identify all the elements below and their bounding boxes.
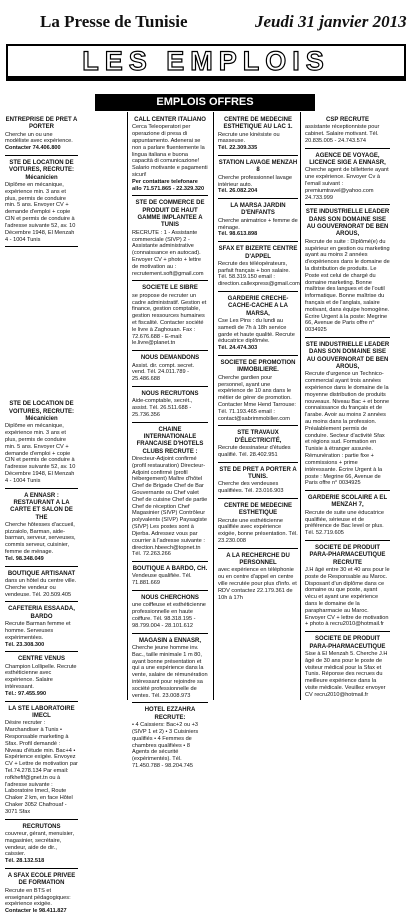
ad-title: ENTREPRISE DE PRET A PORTER <box>5 117 78 131</box>
ad-body: Diplôme en mécanique, expérience min. 3 ans et plus, permis de conduire min. 5 ans. Envoyer CV + demande d'emploi + copie CIN et permis de conduire à l'adresse suivante 52, av. 10 Décembre 1948, El Menzah 4 - 1004 Tunis <box>5 423 76 484</box>
classified-ad <box>305 207 390 338</box>
classified-ad <box>305 115 390 149</box>
ad-body: Recrute en BTS et enseignant pédagogiques: expérience exigée. <box>5 887 71 908</box>
ad-title: CAFETERIA ESSAADA, BARDO <box>8 606 75 620</box>
column-1 <box>5 115 78 915</box>
ad-title: A SFAX ECOLE PRIVEE DE FORMATION <box>7 873 76 887</box>
ad-title: BOUTIQUE A BARDO, CH. <box>132 566 208 573</box>
ad-body: RECRUTE : 1 - Assistante commerciale (SIVP) 2 - Assistante administrative (connaissance en autocad). Envoyer CV + photo + lettre de motivation au : recrutement.soft@gmail.com <box>132 229 204 277</box>
ad-body: Recrute une esthéticienne qualifiée avec expérience exigée, bonne présentation. Tél. 23.230.008 <box>218 517 298 544</box>
column-divider <box>127 112 128 700</box>
classified-ad <box>132 389 208 423</box>
ad-contact: Contacter le 98.411.827 <box>5 908 67 915</box>
ad-body: couvreur, gérant, menuisier, magasinier, secrétaire, vendeur, aide de dir., caissier. <box>5 831 75 858</box>
blank-space <box>5 249 78 399</box>
ad-title: SFAX ET BIZERTE CENTRE D'APPEL <box>218 246 298 260</box>
column-divider <box>213 112 214 700</box>
ad-contact: Tel. 98.348.049 <box>5 555 44 562</box>
ad-body: Cse Les Pins : du lundi au samedi de 7h à 18h service garde et haute qualité. Recrute éducatrice diplômée. <box>218 318 295 345</box>
ad-body: Diplôme en mécanique, expérience min. 3 ans et plus, permis de conduire min. 5 ans. Envoyer CV + demande d'emploi + copie CIN et permis de conduire à l'adresse suivante 52, av. 10 Décembre 1948, El Menzah 4 - 1004 Tunis <box>5 182 76 243</box>
column-divider <box>300 112 301 700</box>
ad-title: BOUTIQUE ARTISANAT <box>7 570 76 577</box>
ad-contact: Tél. 28.132.518 <box>5 858 45 865</box>
ad-contact: Tél. 98.613.898 <box>218 231 258 238</box>
ad-title: STE TRAVAUX D'ÉLECTRICITÉ, <box>234 430 282 444</box>
classified-ad <box>218 294 298 356</box>
ad-body: Cherche animatrice + femme de ménage. <box>218 217 298 231</box>
ad-body: Cherche gardien pour personnel, ayant une expérience de 10 ans dans le métier de gérer de promotion. Contacter Mme Hend Tarrouse: Tél. 71.193.465 email : contact@sabrimmobilier.com <box>218 374 296 422</box>
classified-ad <box>5 871 78 918</box>
ad-body: Cherche jeune homme inv. Bac., taille minimale 1 m 80, ayant bonne présentation et qui a une expérience dans la vente, salaire de rémunération intéressant pour rejoindre sa société professionnelle de ventes. Tél. 23.008.973 <box>132 644 208 699</box>
ad-title: MAGASIN à ENNASR, <box>138 637 201 644</box>
ad-contact: Tél. 26.082.204 <box>218 188 258 195</box>
column-4 <box>305 115 390 700</box>
ad-body: Assist. dir. compt. secret. vend. Tél. 24.011.789 - 25.486.688 <box>132 362 195 383</box>
ad-title: A ENNASR : RESTAURANT A LA CARTE ET SALON DE THE <box>10 492 73 521</box>
ad-body: Recrute des téléopérateurs, parfait français + bon salaire. Tél. 58.319.150 email : direction.callexpress@gmail.com <box>218 260 300 288</box>
ad-title: SOCIETE DE PRODUIT PARA-PHARMACEUTIQUE <box>309 636 386 650</box>
ad-title: STE DE COMMERCE DE PRODUIT DE HAUT GAMME IMPLANTEE A TUNIS <box>135 200 205 229</box>
ad-contact: Tél.: 97.455.990 <box>5 690 47 697</box>
ad-title: LA MARSA JARDIN D'ENFANTS <box>230 203 286 217</box>
ad-title: LA STE LABORATOIRE IMECL <box>8 705 75 719</box>
ad-title: AGENCE DE VOYAGE, LICENCE SIGE A ENNASR, <box>309 152 386 167</box>
ad-title: A LA RECHERCHE DU PERSONNEL <box>226 552 290 567</box>
ad-body: dans un hôtel du centre ville. Cherche vendeur ou vendeuse. Tél. 20.509.405 <box>5 578 77 598</box>
classified-ad <box>305 340 390 491</box>
ad-body: Recrute Barman femme et homme. Serveuses expérimentées. <box>5 621 71 641</box>
ad-title: NOUS RECRUTONS <box>141 390 199 397</box>
ad-body: Recrute dessinateur d'études qualifié. Tél. 28.402.951 <box>218 445 291 458</box>
ad-title: HOTEL EZZAHRA RECRUTE: <box>144 707 196 721</box>
ad-title: CALL CENTER ITALIANO <box>134 117 206 123</box>
ad-body: Recrute une kinésiste ou masseuse. <box>218 131 280 145</box>
classified-ad <box>5 654 78 701</box>
ad-body: Cerca Teleoperatori per operazione di presa di appuntamento. Adenerai se non a parlare fluentemente la lingua italiana e buona capacità di comunicazione! Salario motivante e pagamenti sicuri! <box>132 124 208 178</box>
section-banner: LES EMPLOIS <box>6 44 406 78</box>
ad-contact: Tél. 22.309.335 <box>218 145 258 152</box>
masthead <box>40 12 410 32</box>
classified-ad <box>218 358 298 426</box>
classified-ad <box>132 353 208 387</box>
ad-body: assistante réceptionniste pour cabinet. Salaire motivant. Tél. 20.835.005 - 24.743.574 <box>305 124 380 144</box>
ad-title: SOCIETE DE PROMOTION IMMOBILIERE. <box>220 360 296 374</box>
ad-body: Cherche un ou une modéliste avec expérience. <box>5 131 73 145</box>
classified-ad <box>218 465 298 499</box>
ad-body: Cherche hôtesses d'accueil, pizzaiolo, Barman, aide-barman, serveur, serveuses, commis serveur, cuisinier, femme de ménage. <box>5 521 76 556</box>
classified-ad <box>218 551 298 605</box>
ad-title: RECRUTONS <box>22 823 61 830</box>
classified-ad <box>132 115 208 196</box>
ad-title: STE DE LOCATION DE VOITURES, RECRUTE: Mécanicien <box>8 401 74 422</box>
ad-body: Désire recruter : Marchandiser à Tunis • Responsable marketing à Sfax. Profil demandé : Niveau d'étude min. Bac+4 • Expérience exigée. Envoyez CV + Lettre de motivation par Tel.74.278.134 Par email: rofkhefif@gnet.tn ou à l'adresse suivante : Laboratoire Imecl, Route Chaker 2 km, en face Hôtel Chaker 3052 Chafrouaf - 3071 Sfax <box>5 720 78 815</box>
classified-ad <box>218 115 298 156</box>
classified-ad <box>5 491 78 567</box>
ad-body: Recrute d'urgence un Technico-commercial ayant trois années expérience dans le domaine de la moyenne distribution de produits nouveaux. Niveau Bac + et bonne connaissance du français et de l'arabe. Avoir au moins 2 années au moins dans la profession. Préalablement permis de conduire. Secteur d'activité Sfax et régions sud. Formation en Tunisie à étranger assurée. Rémunération : partie fixe + commissions + prime intéressante. Écrire Urgent à la poste : Megrine 66, Avenue de Paris offre n° 0034925 <box>305 371 390 487</box>
ad-title: CHAINE INTERNATIONALE FRANCAISE D'HOTELS CLUBS RECRUTE : <box>136 426 204 455</box>
ad-title: NOUS CHERCHONS <box>141 595 199 602</box>
ad-body: Sise à El Menzah 5. Cherche J.H âgé de 30 ans pour le poste de visiteur médical pour la Sfax et Tunis. Réponse des recrues du meilleure expérience dans la visite médicale. Veuillez envoyer CV recru2010@hotmail.fr <box>305 650 388 698</box>
ad-title: STATION LAVAGE MENZAH 8 <box>218 160 298 174</box>
classified-ad <box>218 158 298 199</box>
classified-ad <box>132 705 208 772</box>
ad-title: SOCIETE DE PRODUIT PARA-PHARMACEUTIQUE RECRUTE <box>309 545 386 566</box>
ad-body: une coiffeuse et esthéticienne professionnelle en haute coiffure. Tél. 98.318.195 - 98.799.004 - 28.101.612 <box>132 602 206 629</box>
ad-contact: Per contattare telefonare allo 71.571.865 - 22.329.320 <box>132 178 205 192</box>
ad-body: Recrute de suite : Diplômé(e) du supérieur en gestion ou marketing ayant au moins 2 années d'expériences dans le domaine de la distribution de produits. Le Poste est celui de chargé du domaine marketing. Bonne maîtrise des langues et de l'outil informatique. Bonne maîtrise du français et de l'anglais, salaire motivant, dans équipe homogène. Écrire Urgent à la poste: Megrine 66, Avenue de Paris offre n° 0034925 <box>305 238 390 334</box>
ad-body: avec expérience en téléphonie ou en centre d'appel en centre ville recrutée pour plus d'info. et RDV contactez 22.179.361 de 10h à 17h <box>218 567 297 601</box>
classified-ad <box>218 428 298 462</box>
section-title: EMPLOIS OFFRES <box>95 94 315 111</box>
column-3 <box>218 115 298 700</box>
ad-body: Cherche professionnel lavage intérieur auto. <box>218 174 293 188</box>
ad-title: CENTRE DE MEDECINE ESTHETIQUE <box>223 502 292 517</box>
classified-ad <box>132 425 208 562</box>
ad-contact: Tél. 23.308.300 <box>5 641 45 648</box>
classified-ad <box>5 569 78 603</box>
classified-ad <box>5 704 78 820</box>
ad-title: STE INDUSTRIELLE LEADER DANS SON DOMAINE SISE AU GOUVERNORAT DE BEN AROUS, <box>305 209 390 238</box>
classified-ad <box>305 151 390 206</box>
ad-contact: Contacter 74.406.800 <box>5 145 61 152</box>
classified-ad <box>132 564 208 591</box>
classified-ad <box>305 634 390 701</box>
ad-body: J.H âgé entre 30 et 40 ans pour le poste de Responsable au Maroc. Disposant d'un diplôme dans ce domaine ou que poste, ayant vécu et ayant une expérience dans le domaine de la parapharmacie au Maroc. Envoyer CV + lettre de motivation + photo à recru2010@hotmail.fr <box>305 566 390 628</box>
classified-ad <box>5 399 78 488</box>
ad-title: GARDERIE SCOLAIRE A EL MENZAH 7, <box>307 495 388 509</box>
ad-body: Directeur-Adjoint confirmé (profil restauration) Directeur-Adjoint confirmé (profil hébergement) Maître d'hôtel Chef de Brigade Chef de Bar Gouvernante ou Chef valet Chef de cuisine Chef de partie Chef de réception Chef Magasinier (SIVP) Contrôleur polyvalents (SIVP) Paysagiste (SIVP) Les postes sont à Djerba. Adressez vous par courrier à l'adresse suivante : direction.hbeech@topnet.tn Tél. 72.263.266 <box>132 455 208 558</box>
classified-ad <box>218 501 298 549</box>
classified-ad <box>218 201 298 242</box>
ad-body: Champion Lollipelle. Recrute esthéticienne avec expérience. Salaire intéressant. <box>5 663 77 691</box>
classified-ad <box>5 822 78 869</box>
ad-body: Aide-comptable, secrét., assist. Tél. 26.511.688 - 25.736.356 <box>132 398 193 418</box>
ad-title: GARDERIE CRECHE-CACHE-CACHE A LA MARSA, <box>227 296 289 317</box>
classified-ad <box>218 244 298 292</box>
banner-rule <box>6 78 406 81</box>
classified-ad <box>305 493 390 541</box>
masthead-title: La Presse de Tunisie <box>40 12 188 31</box>
classified-ad <box>132 198 208 281</box>
classified-ad <box>305 543 390 632</box>
classified-ad <box>132 593 208 634</box>
classified-ad <box>5 158 78 247</box>
ad-title: SOCIETE LE SIBRE <box>142 285 198 292</box>
masthead-date: Jeudi 31 janvier 2013 <box>255 12 407 31</box>
ad-title: CENTRE DE MEDECINE ESTHETIQUE AU LAC 1. <box>223 117 293 131</box>
ad-title: CENTRE VENUS <box>17 656 65 663</box>
classified-ad <box>132 636 208 704</box>
column-2 <box>132 115 208 769</box>
ad-title: STE INDUSTRIELLE LEADER DANS SON DOMAINE SISE AU GOUVERNORAT DE BEN AROUS, <box>305 342 390 370</box>
ad-body: Recrute de suite une éducatrice qualifiée, sérieuse et de préférence de Bac level or plus. Tél. 52.719.605 <box>305 509 384 537</box>
classified-ad <box>132 283 208 351</box>
ad-contact: Tél. 24.474.303 <box>218 345 258 352</box>
ad-title: STE DE LOCATION DE VOITURES, RECRUTE: Mécanicien <box>8 160 74 181</box>
ad-body: • 4 Caissiers: Bac+2 ou +3 (SIVP 1 et 2) • 3 Cuisiniers qualifiés • 4 Femmes de chambres qualifiées • 8 Agents de sécurité (expérimentés). Tél. 71.450.788 - 98.204.745 <box>132 722 199 769</box>
ad-title: NOUS DEMANDONS <box>140 355 200 362</box>
ad-title: STE DE PRET A PORTER A TUNIS. <box>219 466 297 480</box>
ad-body: Cherche agent de billetterie ayant une expérience. Envoyer Cv à l'email suivant : premiumtravel@yahoo.com 24.733.999 <box>305 167 389 201</box>
ad-title: CSP RECRUTE <box>326 117 369 123</box>
ad-body: Cherche des vendeuses qualifiées. Tél. 23.016.903 <box>218 481 284 495</box>
classified-ad <box>5 115 78 156</box>
ad-body: se propose de recruter un cadre administratif. Gestion et finance, gestion comptable, gestion ressources humaines et fiscalité. Contacter société le livre à Zaghouan. Fax : 72.676.688 - E-mail: le.livre@planet.tn <box>132 292 207 347</box>
classified-ad <box>5 604 78 652</box>
ad-body: Vendeuse qualifiée. Tél. 71.881.669 <box>132 573 192 587</box>
